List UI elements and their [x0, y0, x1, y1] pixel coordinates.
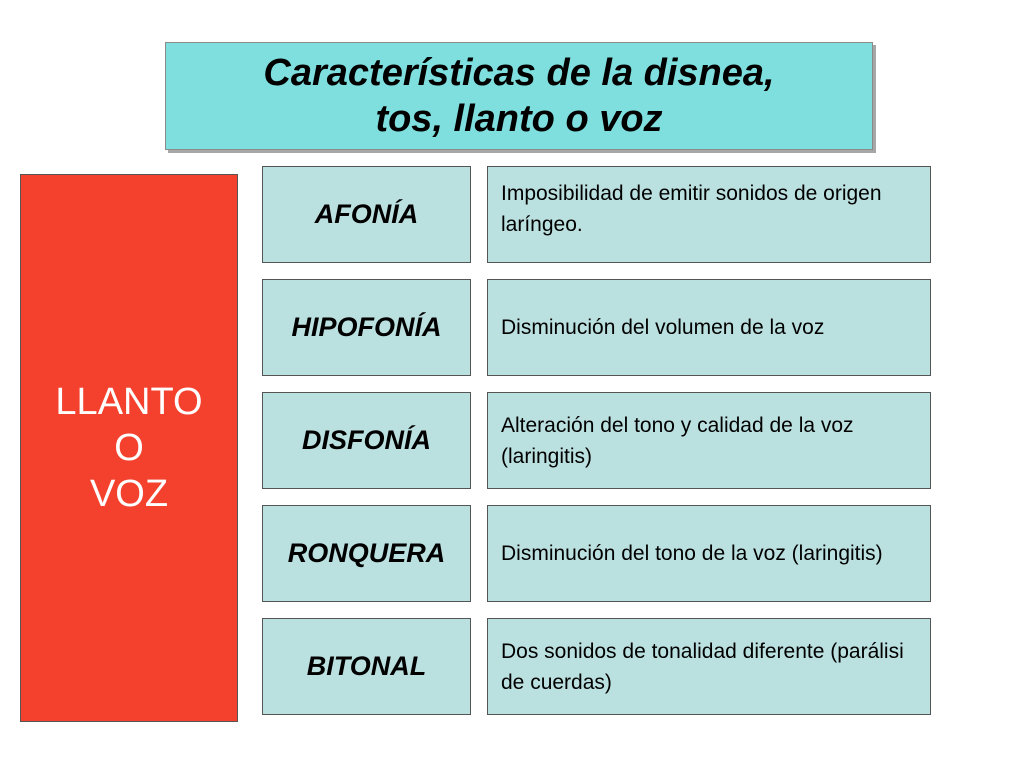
term-box-afonia: [262, 166, 471, 263]
title-box: [165, 42, 873, 150]
term-label: BITONAL: [306, 651, 427, 681]
term-box-disfonia: [262, 392, 471, 489]
term-label: HIPOFONÍA: [291, 312, 442, 342]
title-line-1: Características de la disnea,: [263, 52, 775, 94]
definition-text: Disminución del tono de la voz (laringitis): [501, 542, 883, 565]
definition-text: Disminución del volumen de la voz: [501, 316, 825, 339]
definition-box-hipofonia: [487, 279, 931, 376]
category-line-2: O: [114, 427, 144, 469]
term-box-ronquera: [262, 505, 471, 602]
definition-box-bitonal: [487, 618, 931, 715]
definition-box-disfonia: [487, 392, 931, 489]
definition-text: Alteración del tono y calidad de la voz (laringitis): [501, 413, 854, 468]
category-line-1: LLANTO: [55, 381, 203, 423]
term-box-hipofonia: [262, 279, 471, 376]
term-label: RONQUERA: [287, 538, 446, 568]
term-box-bitonal: [262, 618, 471, 715]
term-label: DISFONÍA: [301, 425, 431, 455]
title-line-2: tos, llanto o voz: [375, 98, 663, 140]
definition-box-ronquera: [487, 505, 931, 602]
definition-text: Dos sonidos de tonalidad diferente (parálisi de cuerdas): [501, 639, 904, 694]
category-box: [20, 174, 238, 722]
category-line-3: VOZ: [89, 473, 169, 515]
definition-box-afonia: [487, 166, 931, 263]
definition-text: Imposibilidad de emitir sonidos de origen laríngeo.: [501, 181, 882, 236]
term-label: AFONÍA: [314, 199, 419, 229]
